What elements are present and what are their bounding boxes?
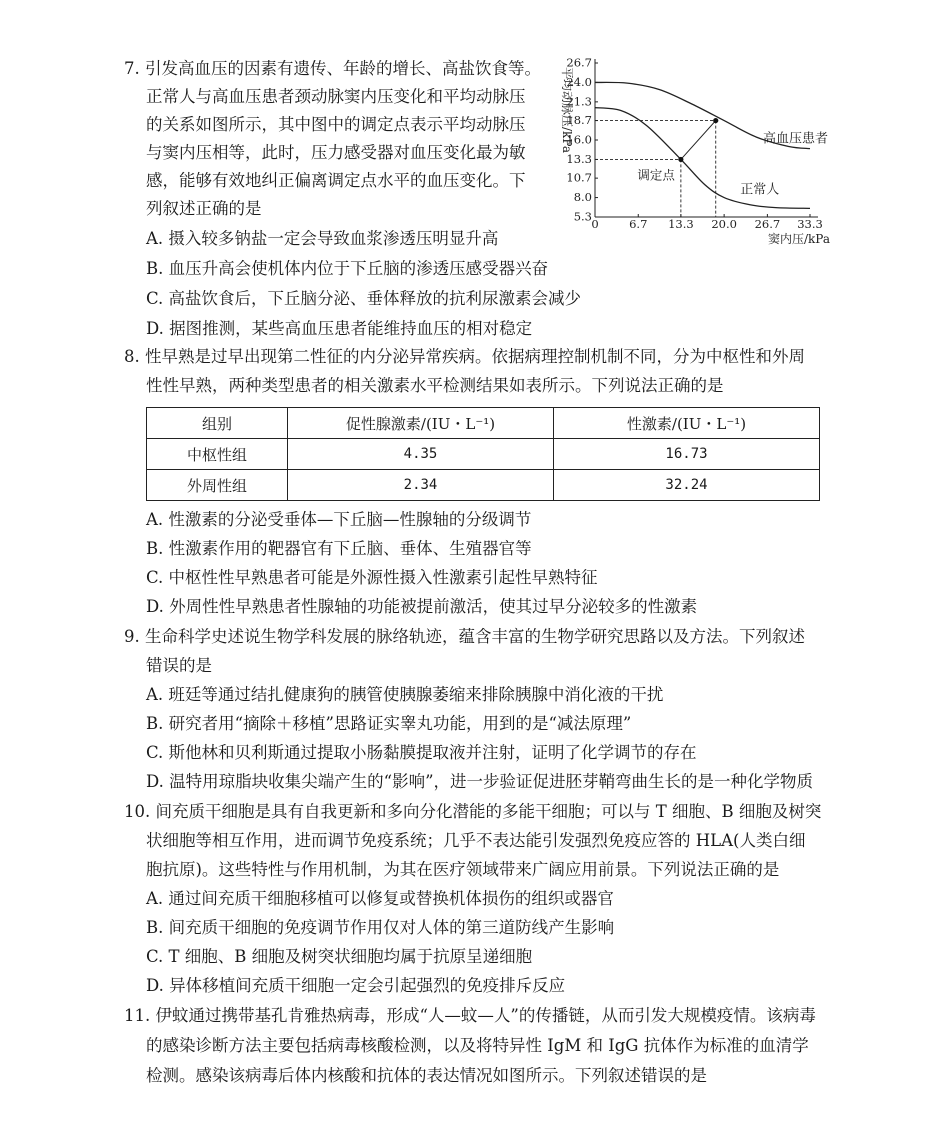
q7-stem-line5: 感，能够有效地纠正偏离调定点水平的血压变化。下 xyxy=(146,171,526,190)
y-axis-title: 平均动脉压/kPa xyxy=(560,67,574,154)
q8-option-a[interactable]: A. 性激素的分泌受垂体—下丘脑—性腺轴的分级调节 xyxy=(146,510,532,529)
table-header-row xyxy=(147,408,820,439)
q10-stem-line2: 状细胞等相互作用，进而调节免疫系统；几乎不表达能引发强烈免疫应答的 HLA(人类白细 xyxy=(146,831,806,850)
y-tick-label: 21.3 xyxy=(566,94,592,109)
q10-stem-line1: 10. 间充质干细胞是具有自我更新和多向分化潜能的多能干细胞；可以与 T 细胞、B 细胞及树突 xyxy=(124,802,822,821)
table-header-cell: 促性腺激素/(IU・L⁻¹) xyxy=(288,408,554,439)
x-tick-label: 0 xyxy=(591,217,599,231)
q11-stem-line1: 11. 伊蚊通过携带基孔肯雅热病毒，形成“人—蚊—人”的传播链，从而引发大规模疫情。该病毒 xyxy=(124,1006,816,1025)
q9-option-a[interactable]: A. 班廷等通过结扎健康狗的胰管使胰腺萎缩来排除胰腺中消化液的干扰 xyxy=(146,685,664,704)
legend-normal: 正常人 xyxy=(740,182,780,198)
x-tick-label: 13.3 xyxy=(668,217,694,231)
y-tick-label: 26.7 xyxy=(566,55,592,70)
q7-stem-line1: 7. 引发高血压的因素有遗传、年龄的增长、高盐饮食等。 xyxy=(124,59,541,78)
q9-stem-line1: 9. 生命科学史述说生物学科发展的脉络轨迹，蕴含丰富的生物学研究思路以及方法。下列叙述 xyxy=(124,627,805,646)
x-tick-label: 26.7 xyxy=(754,217,781,231)
table-cell: 中枢性组 xyxy=(147,439,288,470)
q10-option-a[interactable]: A. 通过间充质干细胞移植可以修复或替换机体损伤的组织或器官 xyxy=(146,889,614,908)
setpoint-line xyxy=(681,121,716,160)
q7-stem-line2: 正常人与高血压患者颈动脉窦内压变化和平均动脉压 xyxy=(146,87,526,106)
q10-option-c[interactable]: C. T 细胞、B 细胞及树突状细胞均属于抗原呈递细胞 xyxy=(146,947,533,966)
table-row xyxy=(147,470,820,501)
table-cell: 外周性组 xyxy=(147,470,288,501)
table-cell: 2.34 xyxy=(288,470,554,501)
q7-stem-line3: 的关系如图所示，其中图中的调定点表示平均动脉压 xyxy=(146,115,526,134)
setpoint-marker xyxy=(678,157,683,162)
table-cell: 4.35 xyxy=(288,439,554,470)
q10-option-b[interactable]: B. 间充质干细胞的免疫调节作用仅对人体的第三道防线产生影响 xyxy=(146,918,615,937)
y-tick-label: 8.0 xyxy=(573,190,592,205)
x-tick-label: 6.7 xyxy=(629,217,648,231)
table-cell: 16.73 xyxy=(554,439,820,470)
q7-option-c[interactable]: C. 高盐饮食后，下丘脑分泌、垂体释放的抗利尿激素会减少 xyxy=(146,289,582,308)
blood-pressure-chart xyxy=(555,55,840,255)
table-cell: 32.24 xyxy=(554,470,820,501)
q9-option-c[interactable]: C. 斯他林和贝利斯通过提取小肠黏膜提取液并注射，证明了化学调节的存在 xyxy=(146,743,697,762)
q7-option-b[interactable]: B. 血压升高会使机体内位于下丘脑的渗透压感受器兴奋 xyxy=(146,259,549,278)
q9-option-b[interactable]: B. 研究者用“摘除＋移植”思路证实睾丸功能，用到的是“减法原理” xyxy=(146,714,632,733)
q10-stem-line3: 胞抗原)。这些特性与作用机制，为其在医疗领域带来广阔应用前景。下列说法正确的是 xyxy=(146,860,780,879)
q7-option-d[interactable]: D. 据图推测，某些高血压患者能维持血压的相对稳定 xyxy=(146,319,533,338)
table-header-cell: 性激素/(IU・L⁻¹) xyxy=(554,408,820,439)
y-tick-label: 10.7 xyxy=(566,170,592,185)
x-tick-label: 33.3 xyxy=(797,217,823,231)
q7-option-a[interactable]: A. 摄入较多钠盐一定会导致血浆渗透压明显升高 xyxy=(146,229,499,248)
q7-stem-line4: 与窦内压相等，此时，压力感受器对血压变化最为敏 xyxy=(146,143,526,162)
q9-stem-line2: 错误的是 xyxy=(146,656,212,675)
table-header-cell: 组别 xyxy=(147,408,288,439)
q8-option-c[interactable]: C. 中枢性性早熟患者可能是外源性摄入性激素引起性早熟特征 xyxy=(146,568,598,587)
q9-option-d[interactable]: D. 温特用琼脂块收集尖端产生的“影响”，进一步验证促进胚芽鞘弯曲生长的是一种化学物质 xyxy=(146,772,814,791)
q11-stem-line3: 检测。感染该病毒后体内核酸和抗体的表达情况如图所示。下列叙述错误的是 xyxy=(146,1066,707,1085)
hormone-table xyxy=(146,407,820,501)
legend-hypertensive: 高血压患者 xyxy=(762,131,828,147)
y-tick-label: 24.0 xyxy=(566,74,592,89)
y-tick-label: 5.3 xyxy=(573,209,592,224)
q8-stem-line2: 性性早熟，两种类型患者的相关激素水平检测结果如表所示。下列说法正确的是 xyxy=(146,376,724,395)
y-tick-label: 16.0 xyxy=(566,132,592,147)
q8-option-b[interactable]: B. 性激素作用的靶器官有下丘脑、垂体、生殖器官等 xyxy=(146,539,532,558)
x-tick-label: 20.0 xyxy=(711,217,737,231)
y-tick-label: 13.3 xyxy=(566,151,592,166)
q10-option-d[interactable]: D. 异体移植间充质干细胞一定会引起强烈的免疫排斥反应 xyxy=(146,976,566,995)
q11-stem-line2: 的感染诊断方法主要包括病毒核酸检测，以及将特异性 IgM 和 IgG 抗体作为标准的血清学 xyxy=(146,1036,809,1055)
q8-option-d[interactable]: D. 外周性性早熟患者性腺轴的功能被提前激活，使其过早分泌较多的性激素 xyxy=(146,597,698,616)
x-axis-title: 窦内压/kPa xyxy=(767,232,830,246)
setpoint-label: 调定点 xyxy=(637,167,675,183)
q7-stem-line6: 列叙述正确的是 xyxy=(146,199,262,218)
y-tick-label: 18.7 xyxy=(566,113,592,128)
table-row xyxy=(147,439,820,470)
q8-stem-line1: 8. 性早熟是过早出现第二性征的内分泌异常疾病。依据病理控制机制不同，分为中枢性和外周 xyxy=(124,347,805,366)
setpoint-marker xyxy=(713,118,718,123)
